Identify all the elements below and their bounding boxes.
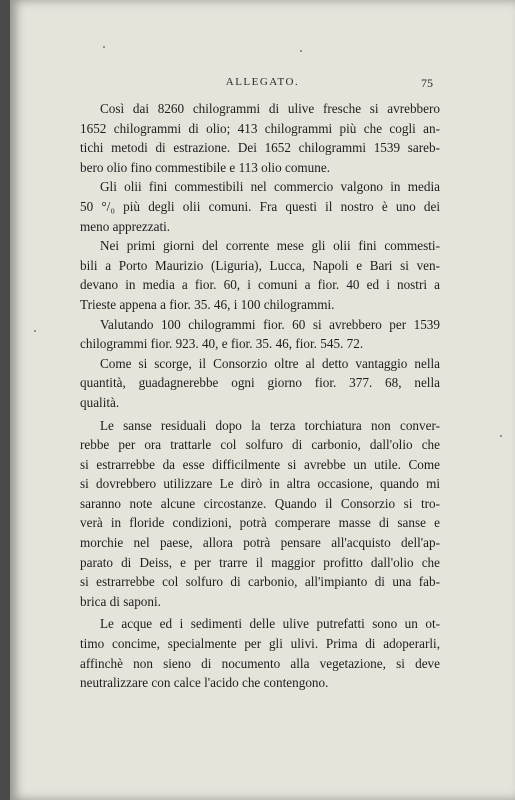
text-line: brica di saponi.: [80, 593, 161, 609]
paragraph: [80, 315, 440, 354]
text-line: bero olio fino commestibile e 113 olio comune.: [80, 159, 331, 175]
book-page: [10, 0, 515, 800]
page-number: 75: [421, 76, 433, 90]
text-line: 1652 chilogrammi di olio; 413 chilogrammi più che cogli an-: [80, 120, 440, 136]
text-line: devano in media a fior. 60, i comuni a fior. 40 ed i nostri a: [80, 277, 440, 293]
paragraph: [80, 236, 440, 314]
text-line: Così dai 8260 chilogrammi di ulive fresche si avrebbero: [100, 101, 440, 116]
text-line: affinchè non sieno di nocumento alla vegetazione, si deve: [80, 655, 440, 671]
text-line: Le sanse residuali dopo la terza torchiatura non conver-: [100, 417, 440, 433]
page-header: [10, 76, 515, 96]
text-line: parato di Deiss, e per trarre il maggior profitto dall'olio che: [80, 554, 440, 570]
text-line: Come si scorge, il Consorzio oltre al detto vantaggio nella: [100, 355, 440, 371]
paper-speck: [500, 435, 502, 437]
text-line: tichi metodi di estrazione. Dei 1652 chilogrammi 1539 sareb-: [80, 140, 440, 156]
text-line: saranno note alcune circostanze. Quando il Consorzio si tro-: [80, 495, 440, 511]
paragraph: [80, 99, 440, 177]
paper-speck: [34, 330, 36, 332]
paragraph: [80, 354, 440, 413]
paper-speck: [300, 50, 302, 52]
text-line: timo concime, specialmente per gli ulivi. Prima di adoperarli,: [80, 636, 440, 652]
text-line: morchie nel paese, allora potrà pensare all'acquisto dell'ap-: [80, 535, 440, 551]
running-title: ALLEGATO.: [225, 76, 300, 88]
paragraph: [80, 177, 440, 236]
paragraph: [80, 416, 440, 612]
text-line: 50 °/₀ più degli olii comuni. Fra questi il nostro è uno dei: [80, 198, 440, 214]
text-line: rebbe per ora trattarle col solfuro di carbonio, dall'olio che: [80, 437, 440, 453]
text-line: si estrarrebbe da esse difficilmente si avrebbe un utile. Come: [80, 456, 440, 472]
text-line: si dovrebbero utilizzare Le dirò in altra occasione, quando mi: [80, 476, 440, 492]
paragraph: [80, 614, 440, 692]
text-line: Trieste appena a fior. 35. 46, i 100 chilogrammi.: [80, 296, 335, 312]
text-line: bili a Porto Maurizio (Liguria), Lucca, Napoli e Bari si ven-: [80, 257, 440, 273]
text-line: Nei primi giorni del corrente mese gli olii fini commesti-: [100, 238, 440, 254]
text-line: Gli olii fini commestibili nel commercio valgono in media: [100, 179, 440, 195]
text-line: verà in floride condizioni, potrà comperare masse di sanse e: [80, 515, 440, 531]
text-line: qualità.: [80, 394, 120, 410]
text-line: si estrarrebbe col solfuro di carbonio, all'impianto di una fab-: [80, 574, 440, 590]
text-line: Valutando 100 chilogrammi fior. 60 si avrebbero per 1539: [100, 316, 440, 332]
body-text: [80, 99, 440, 693]
text-line: quantità, guadagnerebbe ogni giorno fior. 377. 68, nella: [80, 375, 440, 391]
text-line: meno apprezzati.: [80, 218, 171, 234]
text-line: Le acque ed i sedimenti delle ulive putrefatti sono un ot-: [100, 616, 440, 632]
text-line: chilogrammi fior. 923. 40, e fior. 35. 46, fior. 545. 72.: [80, 336, 364, 352]
text-line: neutralizzare con calce l'acido che contengono.: [80, 675, 329, 691]
paper-speck: [103, 46, 105, 48]
